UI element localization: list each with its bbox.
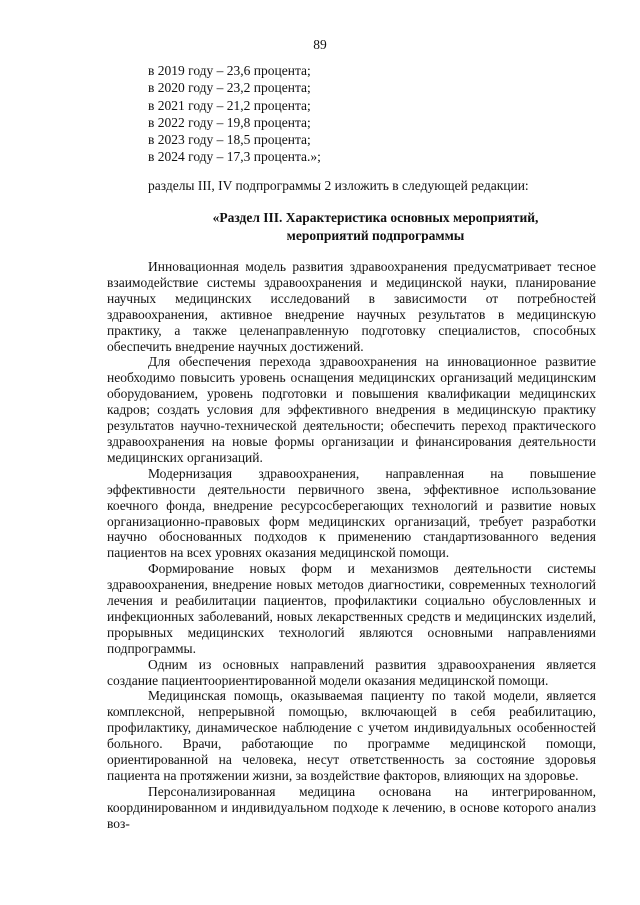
stats-line: в 2020 году – 23,2 процента; xyxy=(148,80,311,96)
stats-line: в 2024 году – 17,3 процента.»; xyxy=(148,149,321,165)
paragraph: Персонализированная медицина основана на интегрированном, координированном и индивидуальном подходе к лечению, в основе которого анализ воз- xyxy=(107,783,596,831)
percentage-list xyxy=(148,62,321,166)
stats-line: в 2023 году – 18,5 процента; xyxy=(148,132,311,148)
paragraph: Модернизация здравоохранения, направленная на повышение эффективности деятельности первичного звена, эффективное использование коечного фонда, внедрение ресурсосберегающих технологий и развитие новых организационно-правовых форм медицинских организаций, требует разработки научно обоснованных подходов к применению стандартизованного ведения пациентов на всех уровнях оказания медицинской помощи. xyxy=(107,465,596,561)
stats-line: в 2021 году – 21,2 процента; xyxy=(148,97,311,113)
stats-line: в 2022 году – 19,8 процента; xyxy=(148,114,311,130)
section-title-line: «Раздел III. Характеристика основных мероприятий, xyxy=(212,210,539,225)
section-title-line: мероприятий подпрограммы xyxy=(286,227,465,243)
paragraph: Для обеспечения перехода здравоохранения на инновационное развитие необходимо повысить уровень оснащения медицинских организаций медицинским оборудованием, уровень подготовки и повышения квалификации медицинских кадров; создать условия для эффективного внедрения в медицинскую практику результатов научно-технической деятельности; обеспечить переход практического здравоохранения на новые формы организации и финансирования деятельности медицинских организаций. xyxy=(107,354,596,465)
paragraph: Инновационная модель развития здравоохранения предусматривает тесное взаимодействие системы здравоохранения и медицинской науки, планирование научных медицинских исследований в зависимости от потребностей здравоохранения, активное внедрение научных результатов в медицинскую практику, а также целенаправленную подготовку специалистов, способных обеспечить внедрение научных достижений. xyxy=(107,259,596,354)
section-title xyxy=(148,209,603,244)
amendment-intro: разделы III, IV подпрограммы 2 изложить в следующей редакции: xyxy=(148,178,529,193)
page-number: 89 xyxy=(313,37,327,52)
paragraph: Одним из основных направлений развития здравоохранения является создание пациентоориентированной модели оказания медицинской помощи. xyxy=(107,656,596,688)
section-body xyxy=(107,259,596,832)
paragraph: Медицинская помощь, оказываемая пациенту по такой модели, является комплексной, непрерывной помощью, включающей в себя реабилитацию, профилактику, динамическое наблюдение с учетом индивидуальных особенностей больного. Врачи, работающие по программе медицинской помощи, ориентированной на человека, несут ответственность за состояние здоровья пациента на протяжении жизни, за воздействие факторов, влияющих на здоровье. xyxy=(107,688,596,783)
stats-line: в 2019 году – 23,6 процента; xyxy=(148,63,311,78)
paragraph: Формирование новых форм и механизмов деятельности системы здравоохранения, внедрение новых методов диагностики, современных технологий лечения и реабилитации пациентов, профилактики социально обусловленных и инфекционных заболеваний, новых лекарственных средств и медицинских изделий, прорывных медицинских технологий являются основными направлениями подпрограммы. xyxy=(107,561,596,656)
